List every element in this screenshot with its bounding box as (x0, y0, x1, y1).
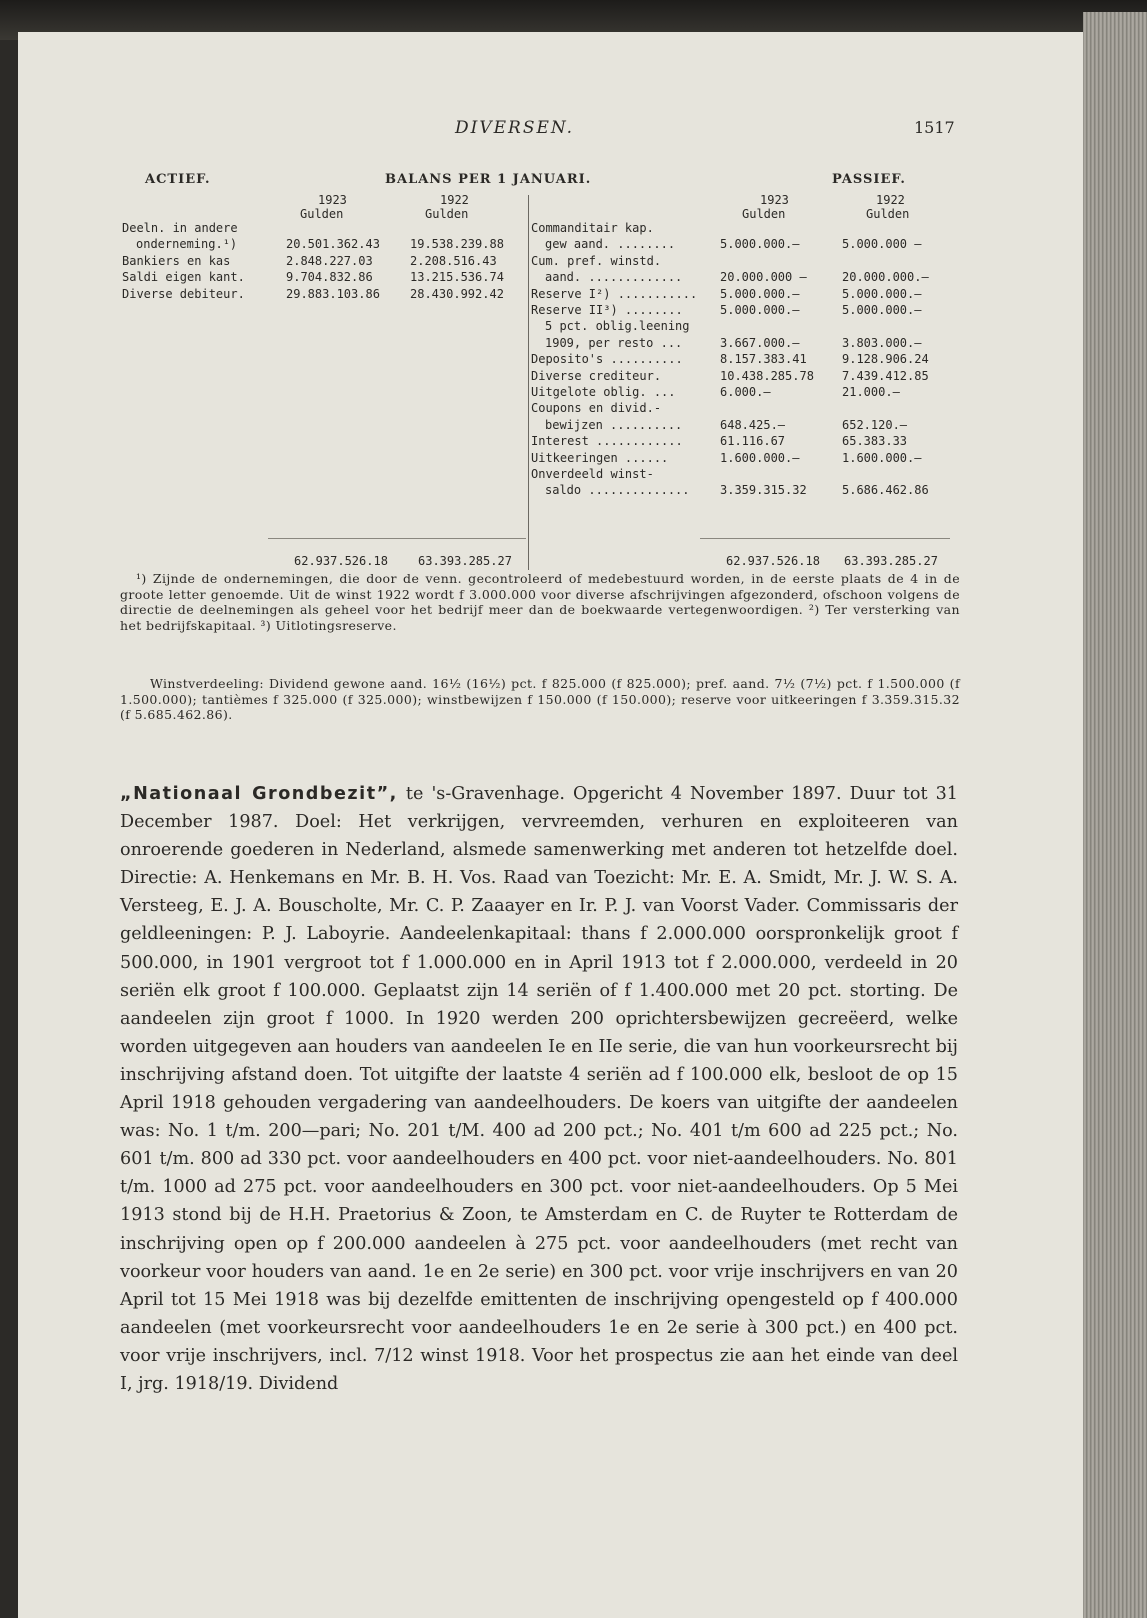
liab-row-label: Uitgelote oblig. ... (531, 385, 676, 399)
liab-row-value-1923: 3.359.315.32 (720, 483, 807, 498)
liab-total-rule (700, 538, 950, 539)
asset-row-value-1923: 9.704.832.86 (286, 270, 373, 285)
asset-row-label: Deeln. in andere (122, 221, 238, 235)
liab-row-value-1922: 5.000.000.— (842, 303, 922, 317)
asset-row-value-1922: 2.208.516.43 (410, 253, 497, 268)
liab-row-label: gew aand. ........ (545, 237, 676, 252)
liab-total-1922: 63.393.285.27 (844, 554, 938, 568)
liab-row-value-1923: 6.000.— (720, 385, 771, 399)
article-text: te 's-Gravenhage. Opgericht 4 November 1897. Duur tot 31 December 1987. Doel: Het verkrijgen, vervreemden, verhuren en exploiteeren van onroerende goederen in Nederland, alsmede samenwerking met anderen tot hetzelfde doel. Directie: A. Henkemans en Mr. B. H. Vos. Raad van Toezicht: Mr. E. A. Smidt, Mr. J. W. S. A. Versteeg, E. J. A. Bouscholte, Mr. C. P. Zaaayer en Ir. P. J. van Voorst Vader. Commissaris der geldleeningen: P. J. Laboyrie. Aandeelenkapitaal: thans f 2.000.000 oorspronkelijk groot f 500.000, in 1901 vergroot tot f 1.000.000 en in April 1913 tot f 2.000.000, verdeeld in 20 seriën elk groot f 100.000. Geplaatst zijn 14 seriën of f 1.400.000 met 20 pct. storting. De aandeelen zijn groot f 1000. In 1920 werden 200 oprichtersbewijzen gecreëerd, welke worden uitgegeven aan houders van aandeelen Ie en IIe serie, die van hun voorkeursrecht bij inschrijving afstand doen. Tot uitgifte der laatste 4 seriën ad f 100.000 elk, besloot de op 15 April 1918 gehouden vergadering van aandeelhouders. De koers van uitgifte der aandeelen was: No. 1 t/m. 200—pari; No. 201 t/M. 400 ad 200 pct.; No. 401 t/m 600 ad 225 pct.; No. 601 t/m. 800 ad 330 pct. voor aandeelhouders en 400 pct. voor niet-aandeelhouders. No. 801 t/m. 1000 ad 275 pct. voor aandeelhouders en 300 pct. voor niet-aandeelhouders. Op 5 Mei 1913 stond bij de H.H. Praetorius & Zoon, te Amsterdam en C. de Ruyter te Rotterdam de inschrijving open op f 200.000 aandeelen à 275 pct. voor aandeelhouders (met recht van voorkeur voor houders van aand. 1e en 2e serie) en 300 pct. voor vrije inschrijvers en van 20 April tot 15 Mei 1918 was bij dezelfde emittenten de inschrijving opengesteld op f 400.000 aandeelen (met voorkeursrecht voor aandeelhouders 1e en 2e serie à 300 pct.) en 400 pct. voor vrije inschrijvers, incl. 7/12 winst 1918. Voor het prospectus zie aan het einde van deel I, jrg. 1918/19. Dividend (120, 784, 958, 1394)
asset-row-label: Saldi eigen kant. (122, 270, 245, 285)
asset-year-1922: 1922 (440, 193, 469, 207)
liab-row-label: bewijzen .......... (545, 417, 683, 432)
liab-row-value-1923: 1.600.000.— (720, 450, 800, 465)
liab-row-value-1923: 20.000.000 — (720, 270, 807, 285)
liab-row-label: Diverse crediteur. (531, 368, 662, 383)
liab-row-label: Deposito's .......... (531, 352, 683, 367)
page-number: 1517 (914, 118, 955, 137)
liab-row-value-1923: 10.438.285.78 (720, 368, 814, 383)
asset-row-value-1922: 19.538.239.88 (410, 237, 504, 252)
liab-row-value-1923: 8.157.383.41 (720, 352, 807, 367)
liab-row-label: saldo .............. (545, 483, 690, 498)
asset-unit-1923: Gulden (300, 207, 344, 221)
liab-row-value-1922: 20.000.000.— (842, 270, 929, 285)
article-lead: „Nationaal Grondbezit”, (120, 784, 398, 804)
asset-row-value-1922: 13.215.536.74 (410, 270, 504, 285)
liab-row-value-1922: 5.000.000 — (842, 237, 922, 252)
liab-row-value-1923: 648.425.— (720, 417, 786, 432)
liab-year-1922: 1922 (876, 193, 905, 207)
liab-row-value-1922: 1.600.000.— (842, 450, 922, 465)
liab-row-value-1923: 3.667.000.— (720, 335, 800, 350)
article-nationaal-grondbezit (120, 780, 958, 1398)
liab-unit-1922: Gulden (866, 207, 910, 221)
liab-row-value-1922: 3.803.000.— (842, 335, 922, 350)
liab-row-value-1922: 21.000.— (842, 385, 900, 399)
liab-row-value-1923: 5.000.000.— (720, 303, 800, 317)
liab-row-label: Onverdeeld winst- (531, 467, 654, 481)
balance-divider (528, 195, 529, 570)
liab-row-label: Interest ............ (531, 434, 683, 449)
liab-row-label: aand. ............. (545, 270, 683, 285)
running-head: DIVERSEN. (455, 118, 575, 138)
footnotes: ¹) Zijnde de ondernemingen, die door de venn. gecontroleerd of medebestuurd worden, in de eerste plaats de 4 in de groote letter genoemde. Uit de winst 1922 wordt f 3.000.000 voor diverse afschrijvingen afgezonderd, ofschoon volgens de directie de deelnemingen als geheel voor het bedrijf meer dan de boekwaarde vertegenwoordigen. ²) Ter versterking van het bedrijfskapitaal. ³) Uitlotingsreserve. (120, 571, 960, 633)
asset-row-value-1923: 29.883.103.86 (286, 286, 380, 301)
asset-unit-1922: Gulden (425, 207, 469, 221)
liab-row-label: Reserve I²) ........... (531, 286, 698, 301)
liab-row-label: Coupons en divid.- (531, 401, 662, 416)
asset-row-value-1923: 20.501.362.43 (286, 237, 380, 252)
liab-row-label: 5 pct. oblig.leening (545, 319, 690, 334)
liab-row-value-1923: 5.000.000.— (720, 237, 800, 252)
asset-row-value-1922: 28.430.992.42 (410, 286, 504, 301)
page-edges (1083, 12, 1147, 1618)
asset-row-label: onderneming.¹) (136, 237, 238, 252)
liab-unit-1923: Gulden (742, 207, 786, 221)
liab-year-1923: 1923 (760, 193, 789, 207)
assets-total-1922: 63.393.285.27 (418, 554, 512, 568)
assets-total-1923: 62.937.526.18 (294, 554, 388, 568)
liab-total-1923: 62.937.526.18 (726, 554, 820, 568)
liab-row-value-1922: 9.128.906.24 (842, 352, 929, 367)
liab-row-value-1923: 5.000.000.— (720, 286, 800, 301)
liab-row-value-1923: 61.116.67 (720, 434, 786, 449)
liab-row-label: 1909, per resto ... (545, 335, 683, 350)
asset-row-label: Bankiers en kas (122, 253, 231, 268)
liab-row-label: Uitkeeringen ...... (531, 450, 669, 465)
liab-row-label: Reserve II³) ........ (531, 303, 683, 317)
balance-center-title: BALANS PER 1 JANUARI. (385, 172, 592, 187)
asset-row-label: Diverse debiteur. (122, 286, 245, 301)
liab-row-value-1922: 5.000.000.— (842, 286, 922, 301)
liab-row-label: Commanditair kap. (531, 221, 654, 235)
liab-row-value-1922: 5.686.462.86 (842, 483, 929, 498)
assets-total-rule (268, 538, 526, 539)
liab-row-label: Cum. pref. winstd. (531, 253, 662, 268)
profit-distribution: Winstverdeeling: Dividend gewone aand. 16½ (16½) pct. f 825.000 (f 825.000); pref. aand. 7½ (7½) pct. f 1.500.000 (f 1.500.000); tantièmes f 325.000 (f 325.000); winstbewijzen f 150.000 (f 150.000); reserve voor uitkeeringen f 3.359.315.32 (f 5.685.462.86). (120, 676, 960, 722)
liab-row-value-1922: 7.439.412.85 (842, 368, 929, 383)
asset-year-1923: 1923 (318, 193, 347, 207)
balance-left-title: ACTIEF. (145, 172, 211, 187)
balance-right-title: PASSIEF. (832, 172, 906, 187)
asset-row-value-1923: 2.848.227.03 (286, 253, 373, 268)
liab-row-value-1922: 652.120.— (842, 417, 908, 432)
liab-row-value-1922: 65.383.33 (842, 434, 908, 449)
